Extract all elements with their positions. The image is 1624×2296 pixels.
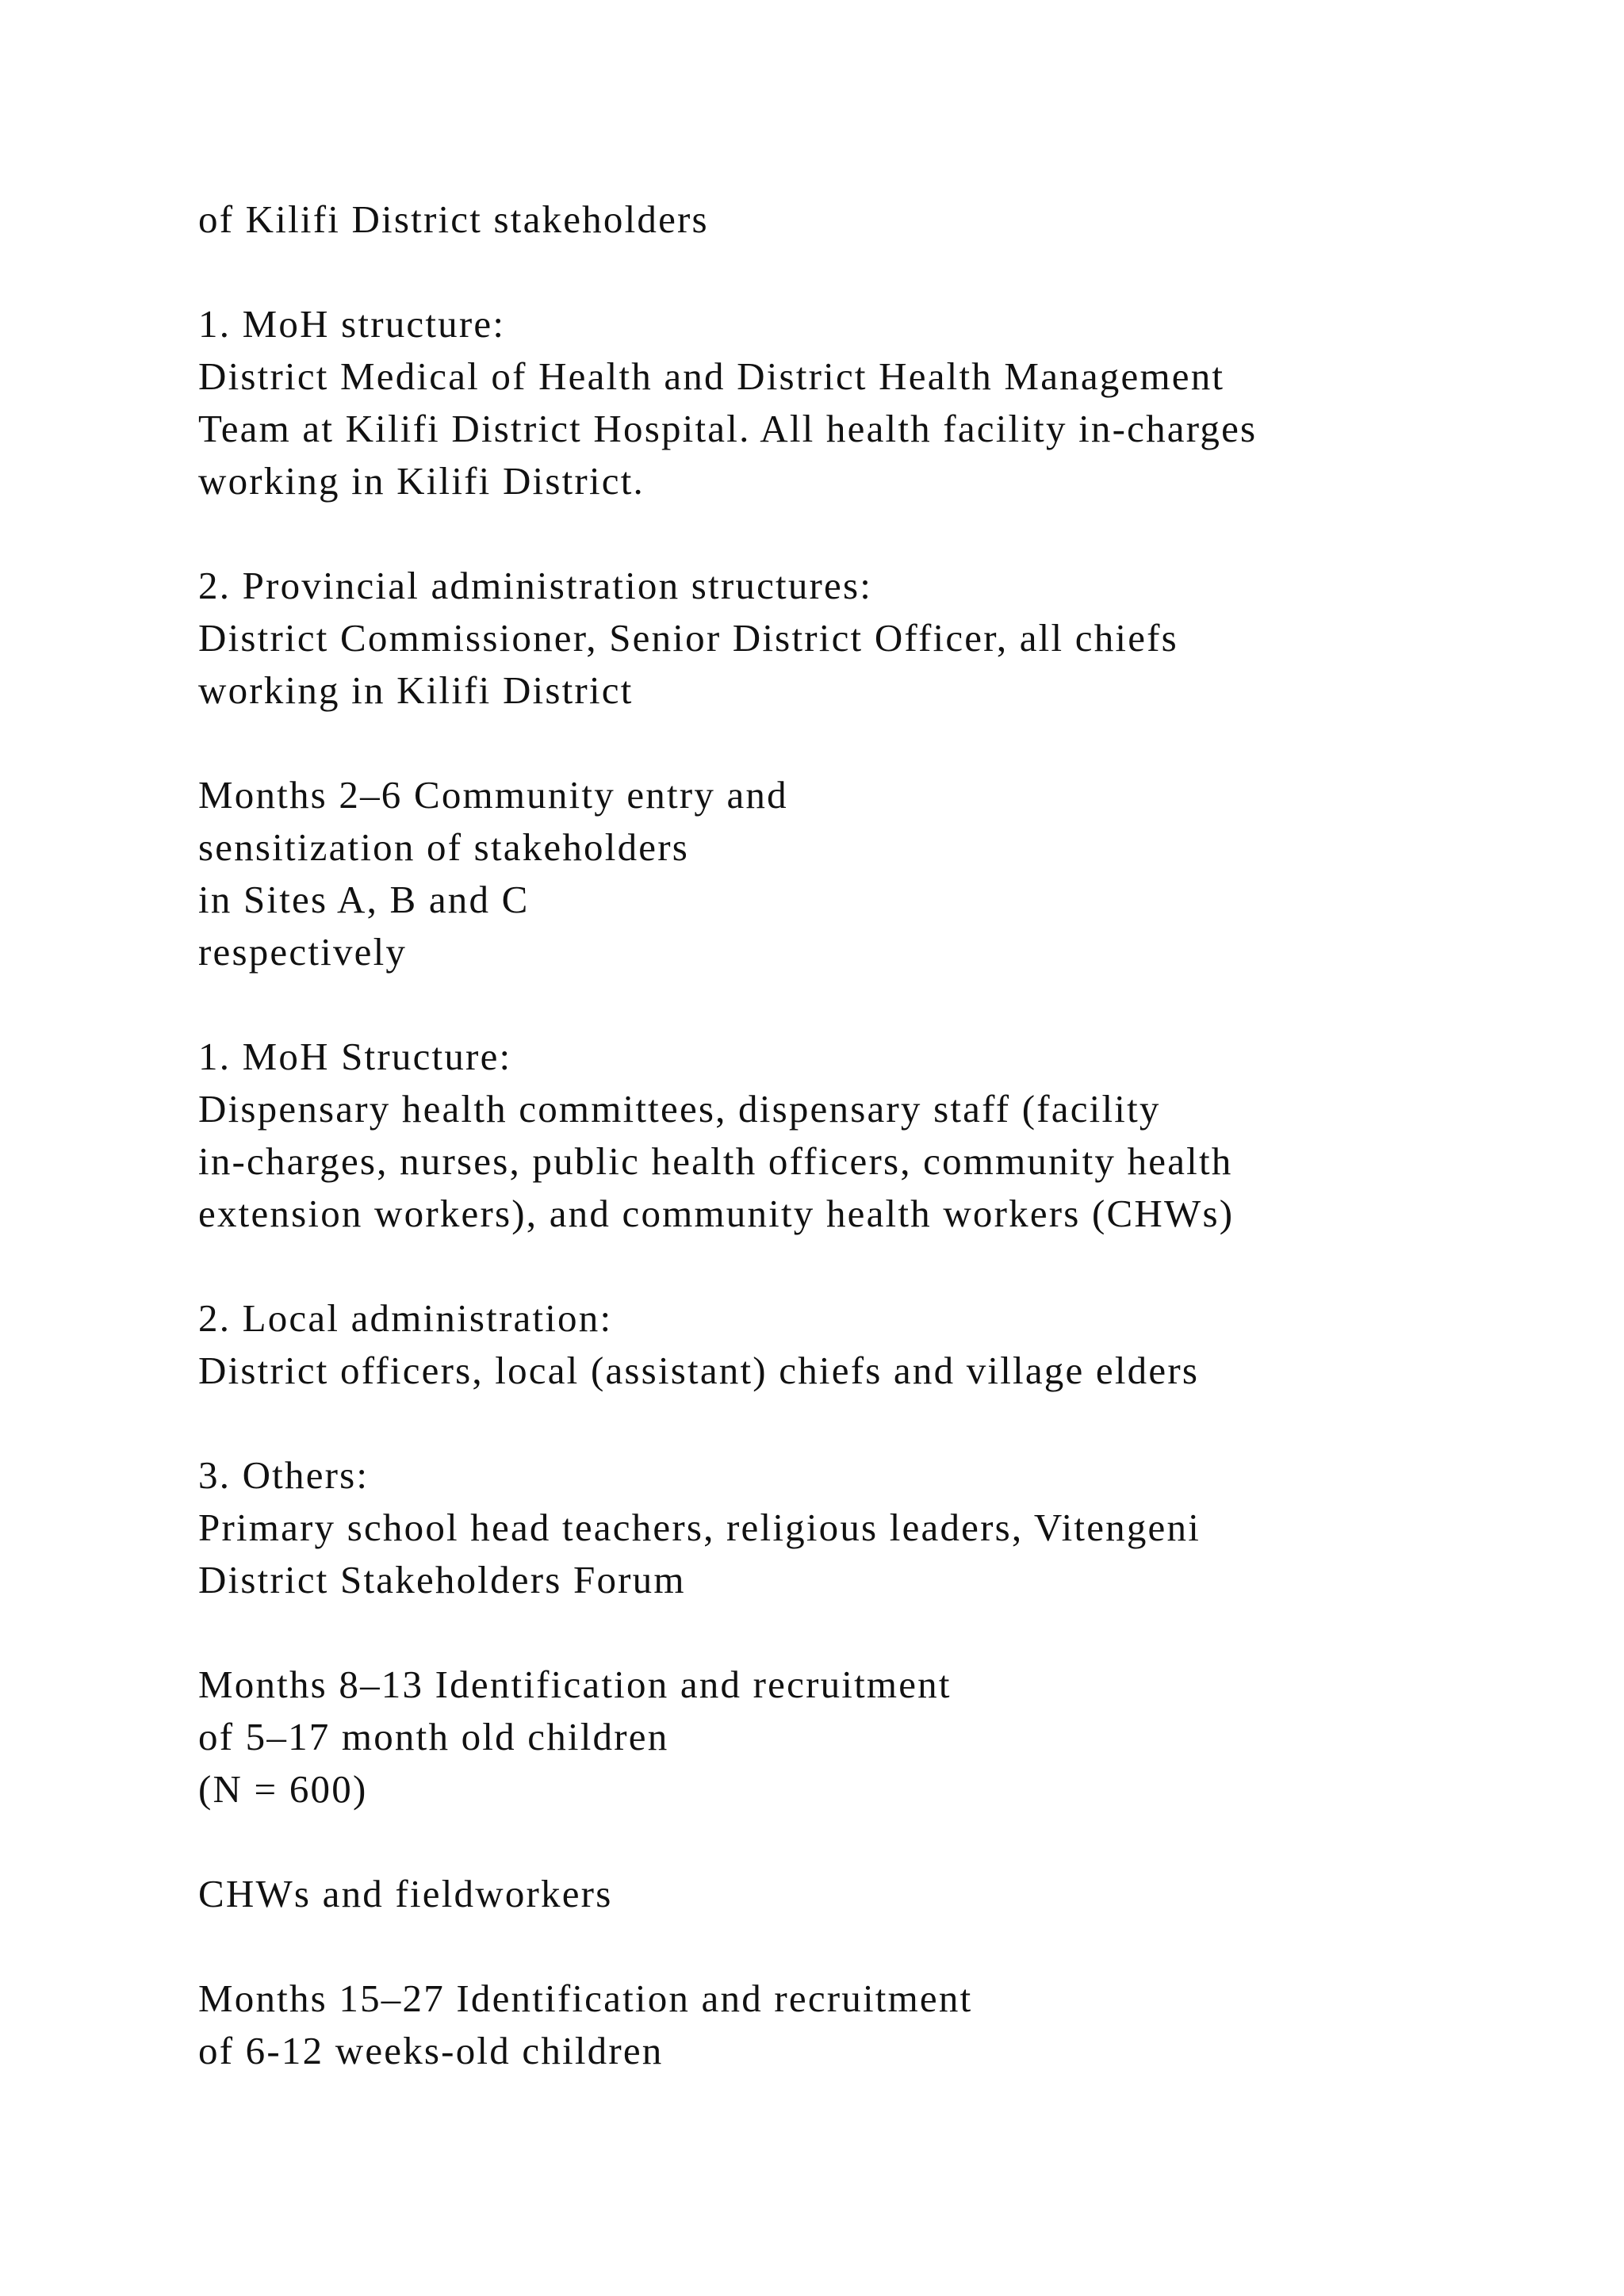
- text-line: in-charges, nurses, public health officers, community health: [198, 1139, 1233, 1183]
- text-line: of Kilifi District stakeholders: [198, 197, 709, 241]
- text-line: Months 2–6 Community entry and: [198, 773, 788, 817]
- blank-line: [198, 1816, 1546, 1868]
- blank-line: [198, 246, 1546, 298]
- text-line: Team at Kilifi District Hospital. All health facility in-charges: [198, 407, 1258, 450]
- text-line: District Commissioner, Senior District Officer, all chiefs: [198, 616, 1178, 660]
- blank-line: [198, 978, 1546, 1031]
- text-line: extension workers), and community health workers (CHWs): [198, 1192, 1235, 1235]
- text-line: 1. MoH structure:: [198, 302, 506, 346]
- text-line: Months 8–13 Identification and recruitment: [198, 1663, 952, 1706]
- text-line: working in Kilifi District.: [198, 459, 645, 503]
- document-text: [198, 193, 1546, 2077]
- text-line: sensitization of stakeholders: [198, 825, 689, 869]
- text-line: District officers, local (assistant) chiefs and village elders: [198, 1349, 1200, 1392]
- text-line: 1. MoH Structure:: [198, 1035, 512, 1078]
- blank-line: [198, 1606, 1546, 1659]
- blank-line: [198, 507, 1546, 560]
- text-line: 2. Local administration:: [198, 1296, 613, 1340]
- text-line: CHWs and fieldworkers: [198, 1872, 613, 1915]
- text-line: 3. Others:: [198, 1453, 370, 1497]
- text-line: respectively: [198, 930, 408, 974]
- text-line: Primary school head teachers, religious leaders, Vitengeni: [198, 1506, 1201, 1549]
- text-line: 2. Provincial administration structures:: [198, 564, 873, 607]
- blank-line: [198, 1397, 1546, 1449]
- text-line: of 5–17 month old children: [198, 1715, 669, 1758]
- text-line: District Medical of Health and District Health Management: [198, 354, 1225, 398]
- text-line: working in Kilifi District: [198, 668, 634, 712]
- text-line: Dispensary health committees, dispensary staff (facility: [198, 1087, 1161, 1131]
- blank-line: [198, 1240, 1546, 1292]
- text-line: in Sites A, B and C: [198, 878, 530, 921]
- blank-line: [198, 717, 1546, 769]
- text-line: (N = 600): [198, 1767, 368, 1811]
- text-line: District Stakeholders Forum: [198, 1558, 686, 1601]
- text-line: of 6-12 weeks-old children: [198, 2029, 664, 2072]
- blank-line: [198, 1920, 1546, 1973]
- text-line: Months 15–27 Identification and recruitment: [198, 1976, 973, 2020]
